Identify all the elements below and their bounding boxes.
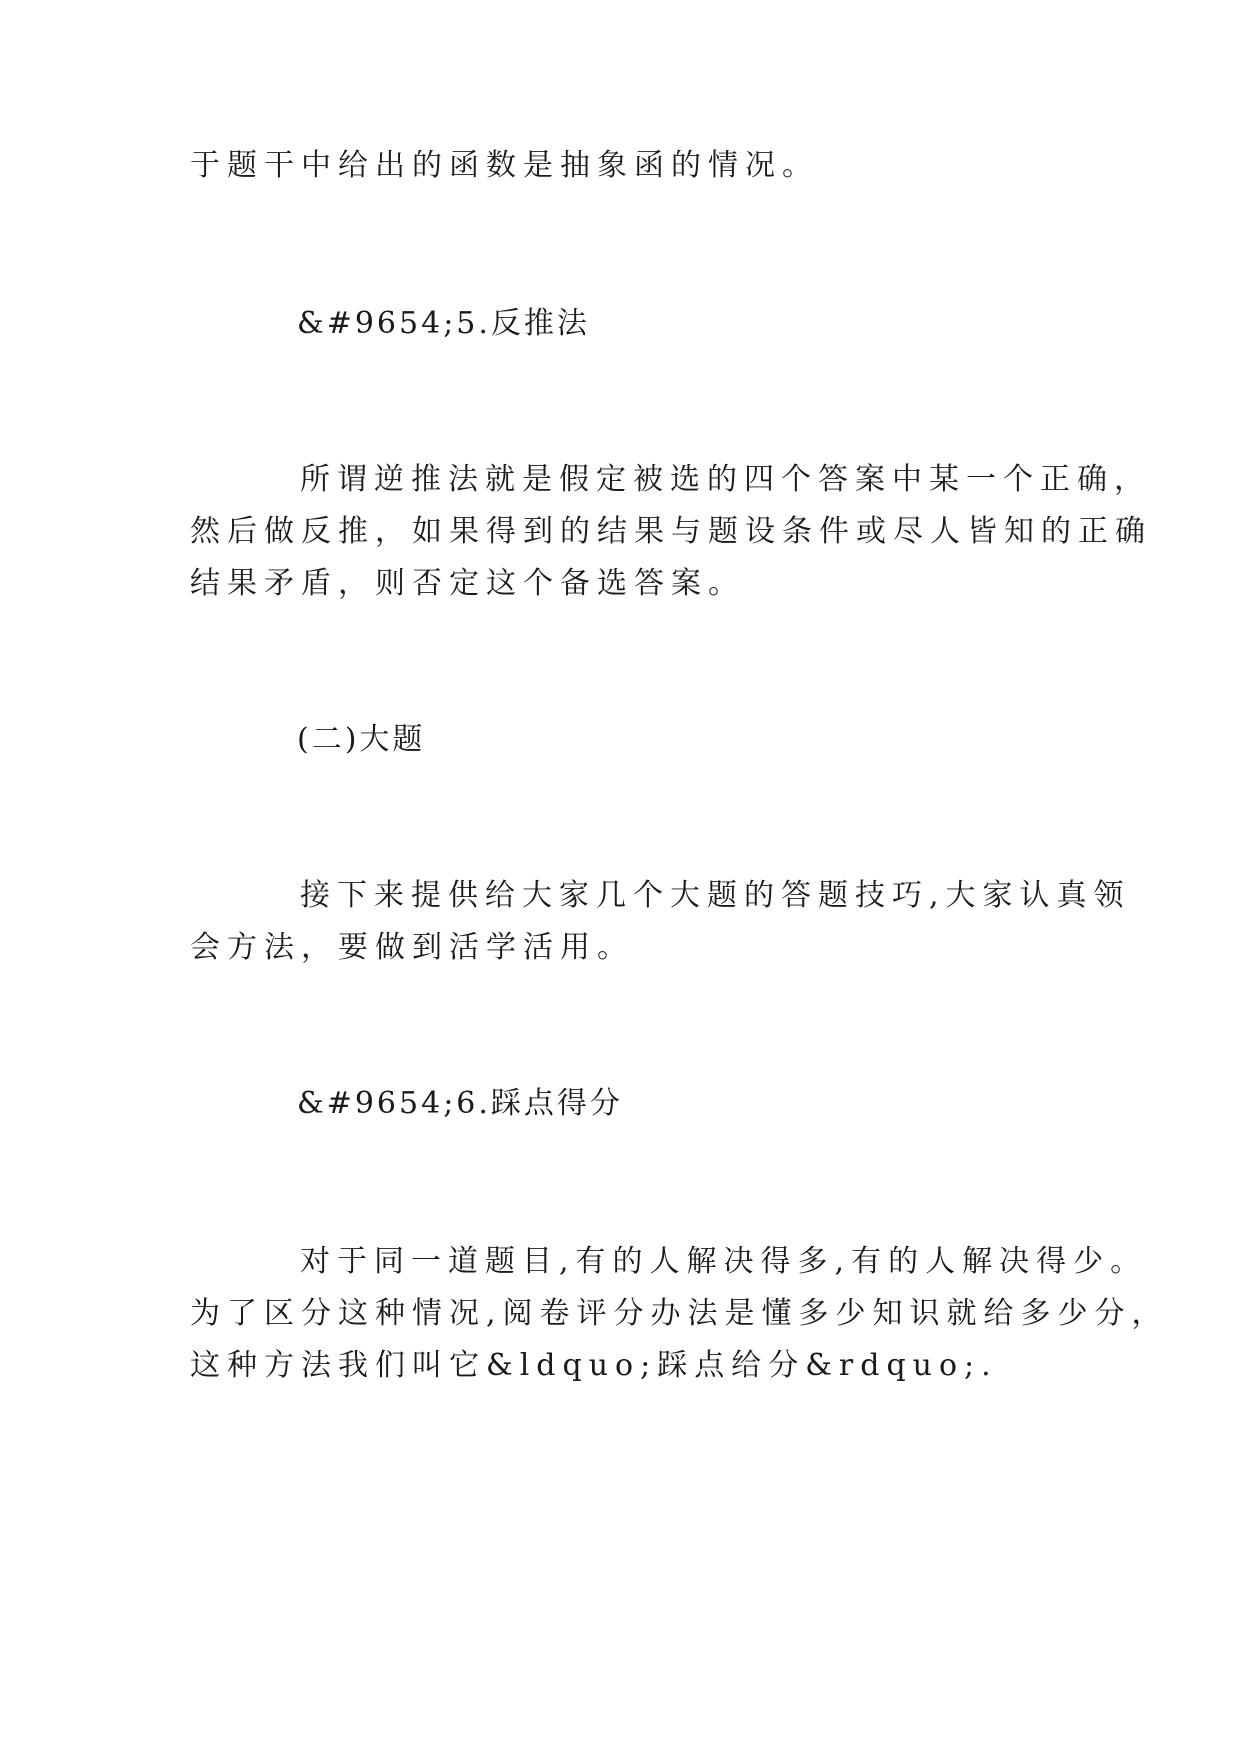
section-heading-reverse-method: &#9654;5.反推法 xyxy=(297,306,590,341)
paragraph-line: 结果矛盾，则否定这个备选答案。 xyxy=(190,566,745,601)
paragraph-line: 所谓逆推法就是假定被选的四个答案中某一个正确， xyxy=(300,462,1151,497)
paragraph-line: 然后做反推，如果得到的结果与题设条件或尽人皆知的正确 xyxy=(190,514,1152,549)
paragraph-line: 会方法，要做到活学活用。 xyxy=(190,930,634,965)
paragraph-line: 对于同一道题目,有的人解决得多,有的人解决得少。 xyxy=(300,1244,1148,1279)
section-heading-point-scoring: &#9654;6.踩点得分 xyxy=(297,1086,623,1121)
paragraph-line: 这种方法我们叫它&ldquo;踩点给分&rdquo;. xyxy=(190,1348,998,1383)
section-heading-big-questions: (二)大题 xyxy=(297,722,426,757)
paragraph-line: 接下来提供给大家几个大题的答题技巧,大家认真领 xyxy=(300,878,1131,913)
paragraph-line: 于题干中给出的函数是抽象函的情况。 xyxy=(190,148,819,183)
paragraph-line: 为了区分这种情况,阅卷评分办法是懂多少知识就给多少分， xyxy=(190,1296,1169,1331)
